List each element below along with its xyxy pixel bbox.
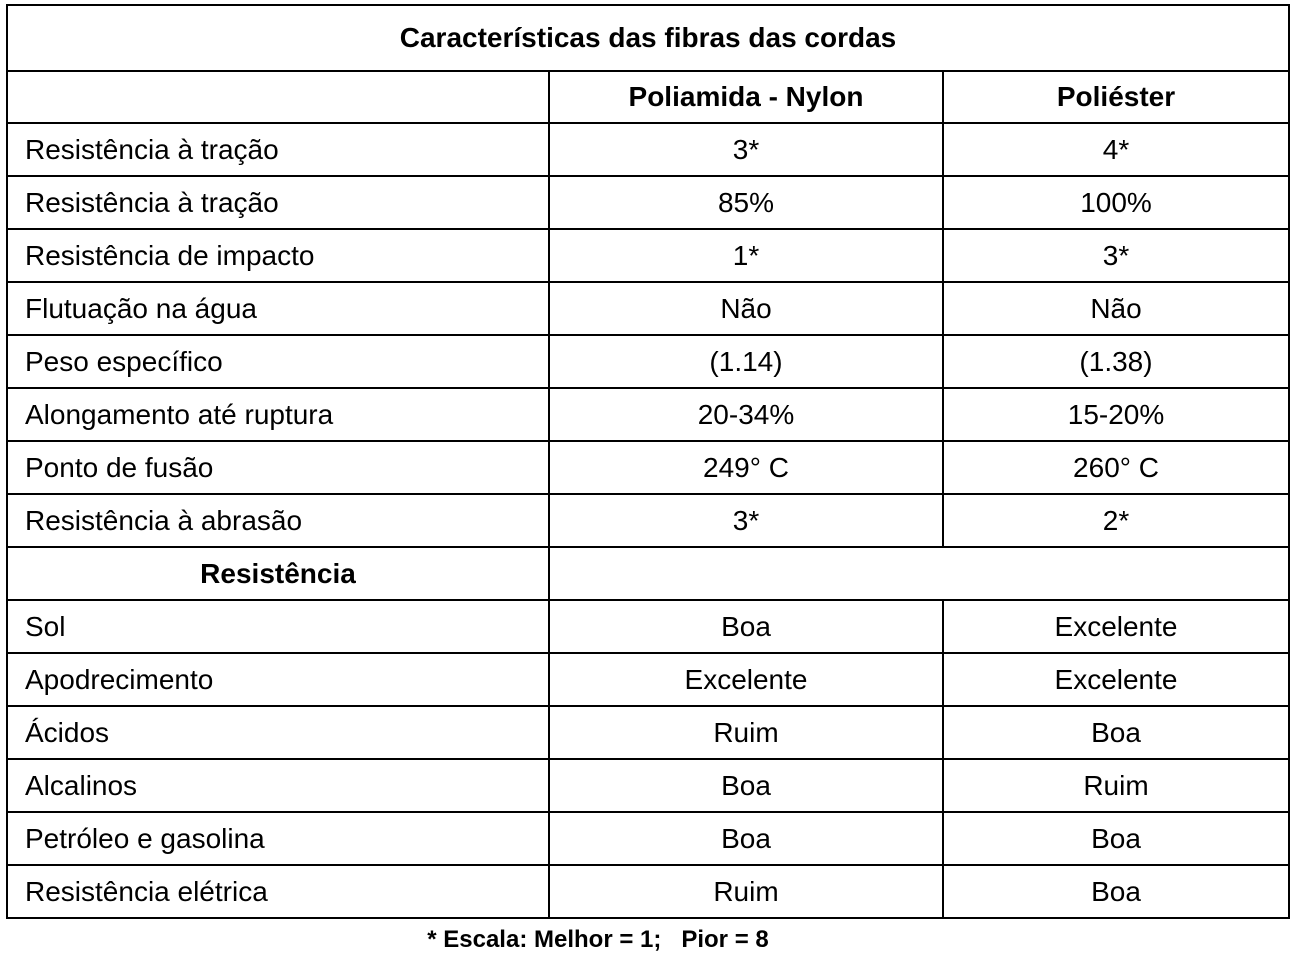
property-cell: Flutuação na água [7,282,549,335]
property-cell: Alongamento até ruptura [7,388,549,441]
polyester-value-cell: 260° C [943,441,1289,494]
property-cell: Resistência à tração [7,176,549,229]
property-cell: Apodrecimento [7,653,549,706]
polyester-value-cell: 4* [943,123,1289,176]
polyester-value-cell: Não [943,282,1289,335]
polyester-value-cell: Excelente [943,600,1289,653]
header-nylon: Poliamida - Nylon [549,71,943,123]
property-cell: Resistência elétrica [7,865,549,918]
nylon-value-cell: Excelente [549,653,943,706]
scale-footnote: * Escala: Melhor = 1; Pior = 8 [427,926,769,953]
nylon-value-cell: 3* [549,123,943,176]
property-cell: Sol [7,600,549,653]
nylon-value-cell: Não [549,282,943,335]
nylon-value-cell: 3* [549,494,943,547]
section-row [7,547,1289,600]
nylon-value-cell: Boa [549,812,943,865]
table-row [7,600,1289,653]
nylon-value-cell: 249° C [549,441,943,494]
polyester-value-cell: Boa [943,706,1289,759]
property-cell: Resistência de impacto [7,229,549,282]
table-row [7,335,1289,388]
table-row [7,812,1289,865]
table-row [7,229,1289,282]
polyester-value-cell: Boa [943,865,1289,918]
header-polyester: Poliéster [943,71,1289,123]
property-cell: Resistência à abrasão [7,494,549,547]
table-row [7,176,1289,229]
table-title: Características das fibras das cordas [7,5,1289,71]
property-cell: Peso específico [7,335,549,388]
table-row [7,759,1289,812]
nylon-value-cell: Boa [549,759,943,812]
property-cell: Petróleo e gasolina [7,812,549,865]
polyester-value-cell: (1.38) [943,335,1289,388]
property-cell: Ponto de fusão [7,441,549,494]
fiber-characteristics-table [6,4,1290,919]
nylon-value-cell: Ruim [549,865,943,918]
table-row [7,494,1289,547]
property-cell: Resistência à tração [7,123,549,176]
table-row [7,653,1289,706]
polyester-value-cell: 2* [943,494,1289,547]
table-row [7,706,1289,759]
nylon-value-cell: 1* [549,229,943,282]
header-row [7,71,1289,123]
polyester-value-cell: 15-20% [943,388,1289,441]
section-label: Resistência [7,547,549,600]
polyester-value-cell: Excelente [943,653,1289,706]
header-empty-cell [7,71,549,123]
nylon-value-cell: 85% [549,176,943,229]
table-row [7,388,1289,441]
polyester-value-cell: 3* [943,229,1289,282]
nylon-value-cell: Boa [549,600,943,653]
nylon-value-cell: (1.14) [549,335,943,388]
property-cell: Alcalinos [7,759,549,812]
polyester-value-cell: Boa [943,812,1289,865]
property-cell: Ácidos [7,706,549,759]
polyester-value-cell: 100% [943,176,1289,229]
title-row [7,5,1289,71]
nylon-value-cell: 20-34% [549,388,943,441]
nylon-value-cell: Ruim [549,706,943,759]
table-row [7,123,1289,176]
table-row [7,441,1289,494]
polyester-value-cell: Ruim [943,759,1289,812]
section-empty-cell [549,547,1289,600]
table-row [7,282,1289,335]
table-row [7,865,1289,918]
